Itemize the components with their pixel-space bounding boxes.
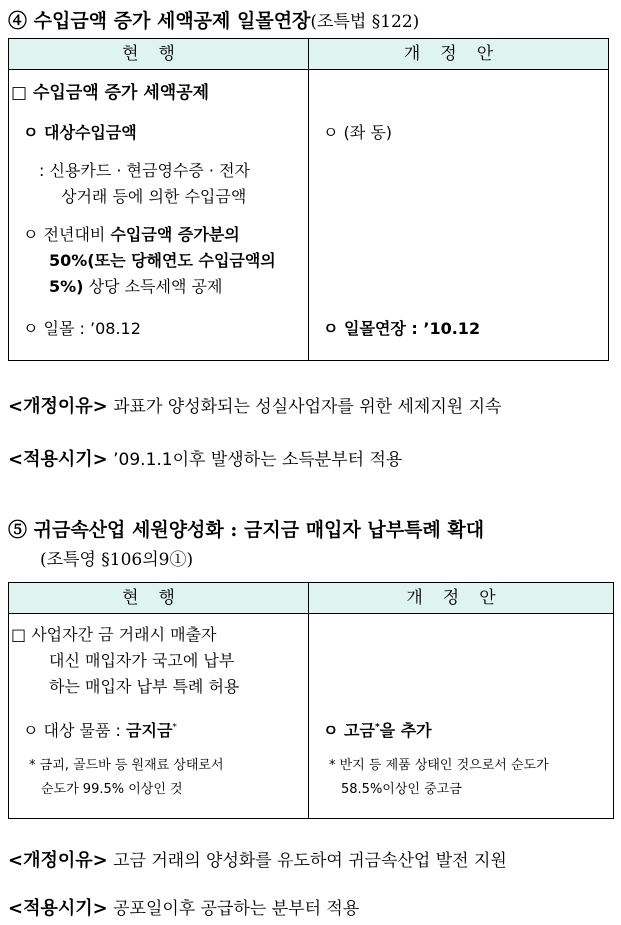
current-heading-line1: □ 사업자간 금 거래시 매출자	[11, 625, 217, 644]
section1-law: (조특법 §122)	[310, 12, 420, 32]
header-proposed: 개정안	[309, 39, 609, 70]
current-heading-line2: 대신 매입자가 국고에 납부	[49, 651, 235, 670]
section2-law: (조특영 §106의9①)	[40, 550, 194, 570]
comparison-table-2	[8, 582, 614, 819]
section1-reason: <개정이유> 과표가 양성화되는 성실사업자를 위한 세제지원 지속	[8, 396, 502, 417]
proposed-item-sunset: ㅇ 일몰연장 : ’10.12	[323, 319, 481, 338]
proposed-note-line2: 58.5%이상인 중고금	[341, 782, 462, 797]
current-note-line1: * 금괴, 골드바 등 원재료 상태로서	[29, 758, 224, 773]
current-item-target-detail1: : 신용카드 · 현금영수증 · 전자	[39, 161, 251, 180]
current-heading: □ 수입금액 증가 세액공제	[11, 83, 210, 103]
section1-title: ④ 수입금액 증가 세액공제 일몰연장(조특법 §122)	[8, 10, 420, 32]
proposed-item-same: ㅇ (좌 동)	[323, 123, 393, 142]
current-heading-line3: 하는 매입자 납부 특례 허용	[49, 677, 240, 696]
section2-apply: <적용시기> 공포일이후 공급하는 분부터 적용	[8, 898, 360, 919]
current-item-sunset: ㅇ 일몰 : ’08.12	[23, 319, 141, 338]
current-item-credit-line2: 50%(또는 당해연도 수입금액의	[49, 251, 276, 270]
current-item-credit-line3: 5%) 상당 소득세액 공제	[49, 277, 223, 296]
proposed-item-used-gold: ㅇ 고금*을 추가	[323, 721, 432, 740]
current-item-credit-line1: ㅇ 전년대비 수입금액 증가분의	[23, 225, 240, 244]
proposed-note-line1: * 반지 등 제품 상태인 것으로서 순도가	[329, 758, 549, 773]
current-item-goods: ㅇ 대상 물품 : 금지금*	[23, 721, 177, 740]
header-proposed: 개정안	[309, 583, 614, 614]
header-current: 현행	[9, 39, 309, 70]
section2-title: ⑤ 귀금속산업 세원양성화 : 금지금 매입자 납부특례 확대	[8, 519, 485, 541]
comparison-table-1	[8, 38, 609, 361]
header-current: 현행	[9, 583, 309, 614]
current-item-target-detail2: 상거래 등에 의한 수입금액	[61, 187, 247, 206]
current-note-line2: 순도가 99.5% 이상인 것	[41, 782, 183, 797]
section2-reason: <개정이유> 고금 거래의 양성화를 유도하여 귀금속산업 발전 지원	[8, 850, 507, 871]
current-item-target: ㅇ 대상수입금액	[23, 123, 137, 142]
section1-apply: <적용시기> ’09.1.1이후 발생하는 소득분부터 적용	[8, 449, 403, 470]
